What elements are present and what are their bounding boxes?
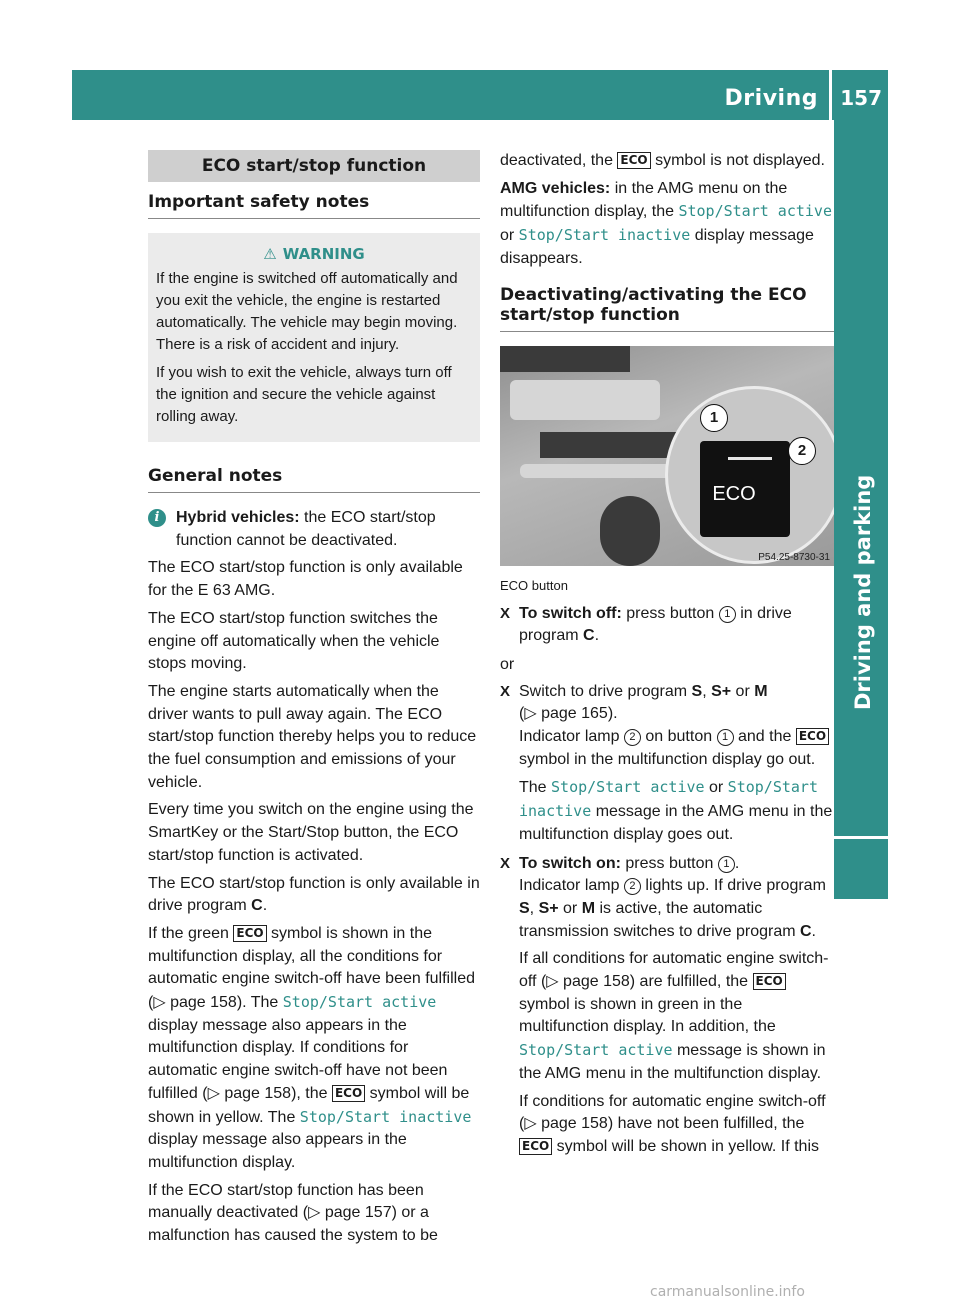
- step-item: X To switch off: press button 1 in drive program C.: [500, 604, 792, 645]
- callout-1: 1: [700, 404, 728, 432]
- header-section-title: Driving: [724, 86, 818, 111]
- section-title: ECO start/stop function: [148, 150, 480, 182]
- step-marker-icon: X: [500, 682, 511, 700]
- warning-title: WARNING: [282, 245, 365, 263]
- display-message: Stop/Start active: [551, 778, 705, 797]
- info-icon: i: [148, 509, 166, 527]
- warning-paragraph: If the engine is switched off automatically and you exit the vehicle, the engine is restarted automatically. The vehicle may begin moving. There is a risk of accident and injury.: [156, 270, 458, 353]
- warning-triangle-icon: ⚠: [263, 245, 277, 263]
- page-ref-icon: ▷: [207, 1084, 220, 1102]
- or-text: or: [500, 655, 515, 673]
- left-column: [148, 150, 480, 1253]
- page-ref-icon: ▷: [308, 1204, 321, 1222]
- eco-symbol-icon: ECO: [753, 973, 786, 990]
- eco-symbol-icon: ECO: [519, 1138, 552, 1155]
- page-ref-icon: ▷: [524, 705, 537, 723]
- eco-button-label: ECO: [712, 482, 756, 505]
- photo-panel: [500, 346, 630, 372]
- warning-paragraph: If you wish to exit the vehicle, always turn off the ignition and secure the vehicle against rolling away.: [156, 364, 452, 425]
- display-message: Stop/Start inactive: [519, 778, 818, 821]
- body-paragraph: AMG vehicles: in the AMG menu on the multifunction display, the Stop/Start active or Stop/Start inactive display message disappears.: [500, 179, 832, 267]
- info-text: the ECO start/stop function cannot be deactivated.: [176, 509, 436, 549]
- body-paragraph: If the green ECO symbol is shown in the multifunction display, all the conditions for automatic engine switch-off have been fulfilled (▷ page 158). The Stop/Start active display message also appears in the multifunction display. If conditions for automatic engine switch-off have not been fulfilled (▷ page 158), the ECO symbol will be shown in yellow. The Stop/Start inactive display message also appears in the multifunction display.: [148, 924, 476, 1171]
- photo-reference: P54.25-8730-31: [758, 551, 830, 563]
- side-tab-lower: [834, 839, 888, 899]
- circle-2-icon: 2: [624, 878, 641, 895]
- page-ref-icon: ▷: [153, 994, 166, 1012]
- photo-shifter: [600, 496, 660, 566]
- eco-button-photo: [500, 346, 834, 566]
- indicator-lamp: [728, 457, 772, 460]
- eco-button: [700, 441, 790, 537]
- callout-2: 2: [788, 437, 816, 465]
- header-bar: [72, 70, 888, 120]
- display-message: Stop/Start active: [282, 993, 437, 1012]
- body-paragraph: Every time you switch on the engine using the SmartKey or the Start/Stop button, the ECO start/stop function is activated.: [148, 801, 474, 864]
- display-message: Stop/Start active: [678, 202, 832, 221]
- circle-1-icon: 1: [718, 856, 735, 873]
- body-paragraph: The ECO start/stop function switches the engine off automatically when the vehicle stops moving.: [148, 609, 440, 673]
- step-item: X Switch to drive program S, S+ or M (▷ page 165). Indicator lamp 2 on button 1 and the ECO symbol in the multifunction display go out. The Stop/Start active or Stop/Start inactive message in the AMG menu in the multifunction display goes out.: [500, 682, 833, 843]
- circle-2-icon: 2: [624, 729, 641, 746]
- info-bold: Hybrid vehicles:: [176, 509, 300, 526]
- page-ref-icon: ▷: [546, 973, 559, 991]
- safety-heading: Important safety notes: [148, 192, 480, 219]
- circle-1-icon: 1: [719, 606, 736, 623]
- warning-box: [148, 233, 480, 442]
- body-paragraph: deactivated, the ECO symbol is not displayed.: [500, 152, 825, 169]
- photo-zoom-circle: [665, 386, 834, 564]
- photo-caption: ECO button: [500, 577, 568, 593]
- display-message: Stop/Start inactive: [518, 226, 691, 245]
- circle-1-icon: 1: [717, 729, 734, 746]
- step-item: X To switch on: press button 1 . Indicator lamp 2 lights up. If drive program S, S+ or M is active, the automatic transmission switches to drive program C. If all conditions for automatic engine switch-off (▷ page 158) are fulfilled, the ECO symbol is shown in green in the multifunction display. In addition, the Stop/Start active message is shown in the AMG menu in the multifunction display. If conditions for automatic engine switch-off (▷ page 158) have not been fulfilled, the ECO symbol will be shown in yellow. If this: [500, 854, 829, 1155]
- display-message: Stop/Start active: [519, 1041, 673, 1060]
- photo-panel: [510, 380, 660, 420]
- footer-watermark: carmanualsonline.info: [650, 1284, 805, 1300]
- body-paragraph: The ECO start/stop function is only available for the E 63 AMG.: [148, 559, 463, 600]
- warning-header: [156, 243, 472, 265]
- page-number: 157: [840, 86, 882, 110]
- step-marker-icon: X: [500, 604, 511, 622]
- display-message: Stop/Start inactive: [299, 1107, 472, 1126]
- eco-symbol-icon: ECO: [796, 728, 829, 745]
- deactivate-heading: Deactivating/activating the ECO start/stop function: [500, 285, 834, 332]
- eco-symbol-icon: ECO: [233, 925, 266, 942]
- body-paragraph: If the ECO start/stop function has been manually deactivated (▷ page 157) or a malfunction has caused the system to be: [148, 1181, 438, 1245]
- body-paragraph: The ECO start/stop function is only available in drive program C.: [148, 874, 480, 915]
- eco-symbol-icon: ECO: [617, 152, 650, 169]
- right-column: [500, 150, 834, 1165]
- step-marker-icon: X: [500, 854, 511, 872]
- body-paragraph: The engine starts automatically when the driver wants to pull away again. The ECO start/stop function thereby helps you to reduce the fuel consumption and emissions of your vehicle.: [148, 682, 477, 791]
- general-heading: General notes: [148, 466, 480, 493]
- info-note: [148, 507, 480, 552]
- side-tab-label: Driving and parking: [851, 474, 875, 710]
- header-divider: [829, 70, 832, 120]
- page-ref-icon: ▷: [524, 1115, 537, 1133]
- eco-symbol-icon: ECO: [332, 1085, 365, 1102]
